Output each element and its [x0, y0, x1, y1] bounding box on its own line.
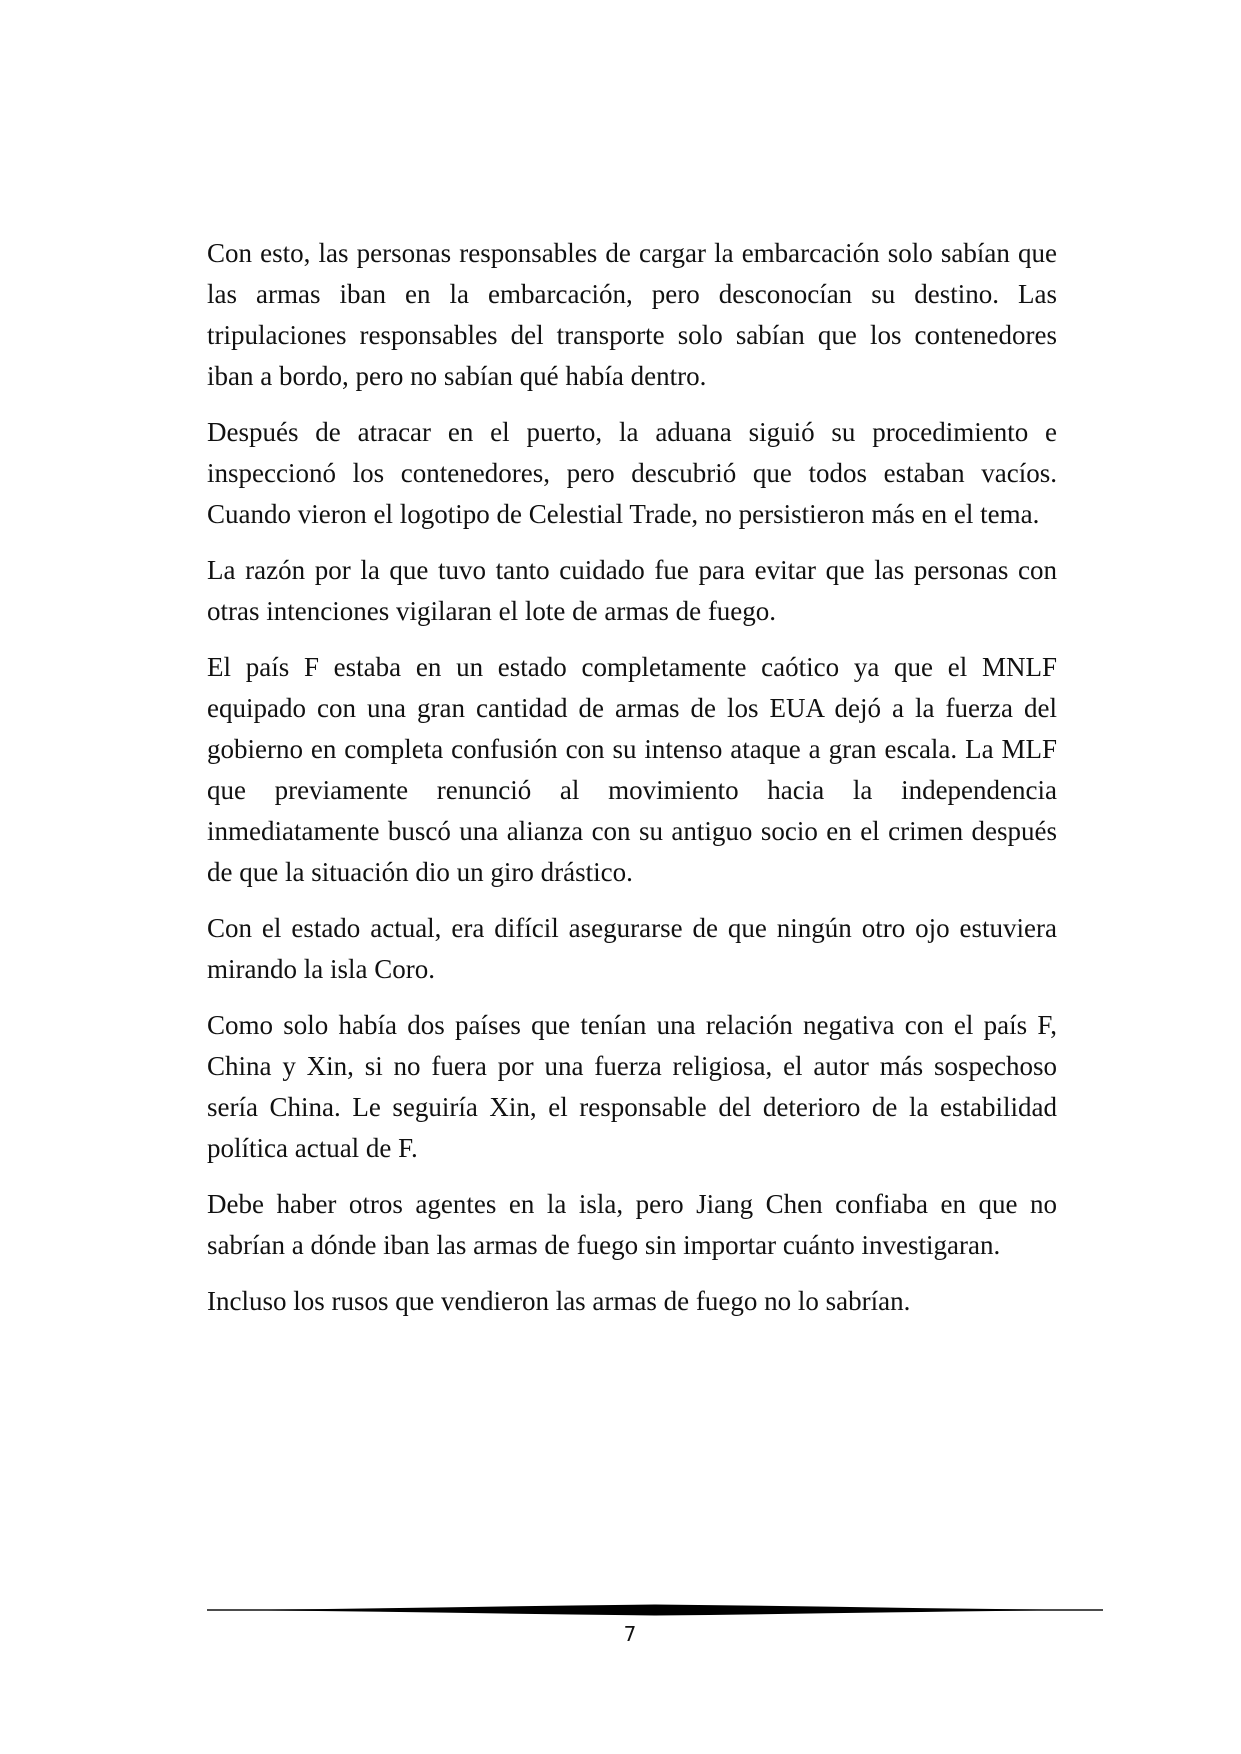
- paragraph-6: Como solo había dos países que tenían una relación negativa con el país F, China y Xin, si no fuera por una fuerza religiosa, el autor más sospechoso sería China. Le seguiría Xin, el responsable del deterioro de la estabilidad política actual de F.: [207, 1010, 1057, 1163]
- paragraph-4: El país F estaba en un estado completamente caótico ya que el MNLF equipado con una gran cantidad de armas de los EUA dejó a la fuerza del gobierno en completa confusión con su intenso ataque a gran escala. La MLF que previamente renunció al movimiento hacia la independencia inmediatamente buscó una alianza con su antiguo socio en el crimen después de que la situación dio un giro drástico.: [207, 652, 1057, 887]
- page-number: 7: [623, 1622, 637, 1646]
- paragraph-8: Incluso los rusos que vendieron las armas de fuego no lo sabrían.: [207, 1286, 911, 1316]
- paragraph-3: La razón por la que tuvo tanto cuidado fue para evitar que las personas con otras intenciones vigilaran el lote de armas de fuego.: [207, 555, 1057, 626]
- paragraph-7: Debe haber otros agentes en la isla, pero Jiang Chen confiaba en que no sabrían a dónde iban las armas de fuego sin importar cuánto investigaran.: [207, 1189, 1057, 1260]
- paragraph-1: Con esto, las personas responsables de cargar la embarcación solo sabían que las armas iban en la embarcación, pero desconocían su destino. Las tripulaciones responsables del transporte solo sabían que los contenedores iban a bordo, pero no sabían qué había dentro.: [207, 238, 1057, 391]
- body-text: [207, 233, 1057, 1337]
- paragraph-5: Con el estado actual, era difícil asegurarse de que ningún otro ojo estuviera mirando la isla Coro.: [207, 913, 1057, 984]
- footer-divider: [207, 1603, 1103, 1617]
- paragraph-2: Después de atracar en el puerto, la aduana siguió su procedimiento e inspeccionó los contenedores, pero descubrió que todos estaban vacíos. Cuando vieron el logotipo de Celestial Trade, no persistieron más en el tema.: [207, 417, 1057, 529]
